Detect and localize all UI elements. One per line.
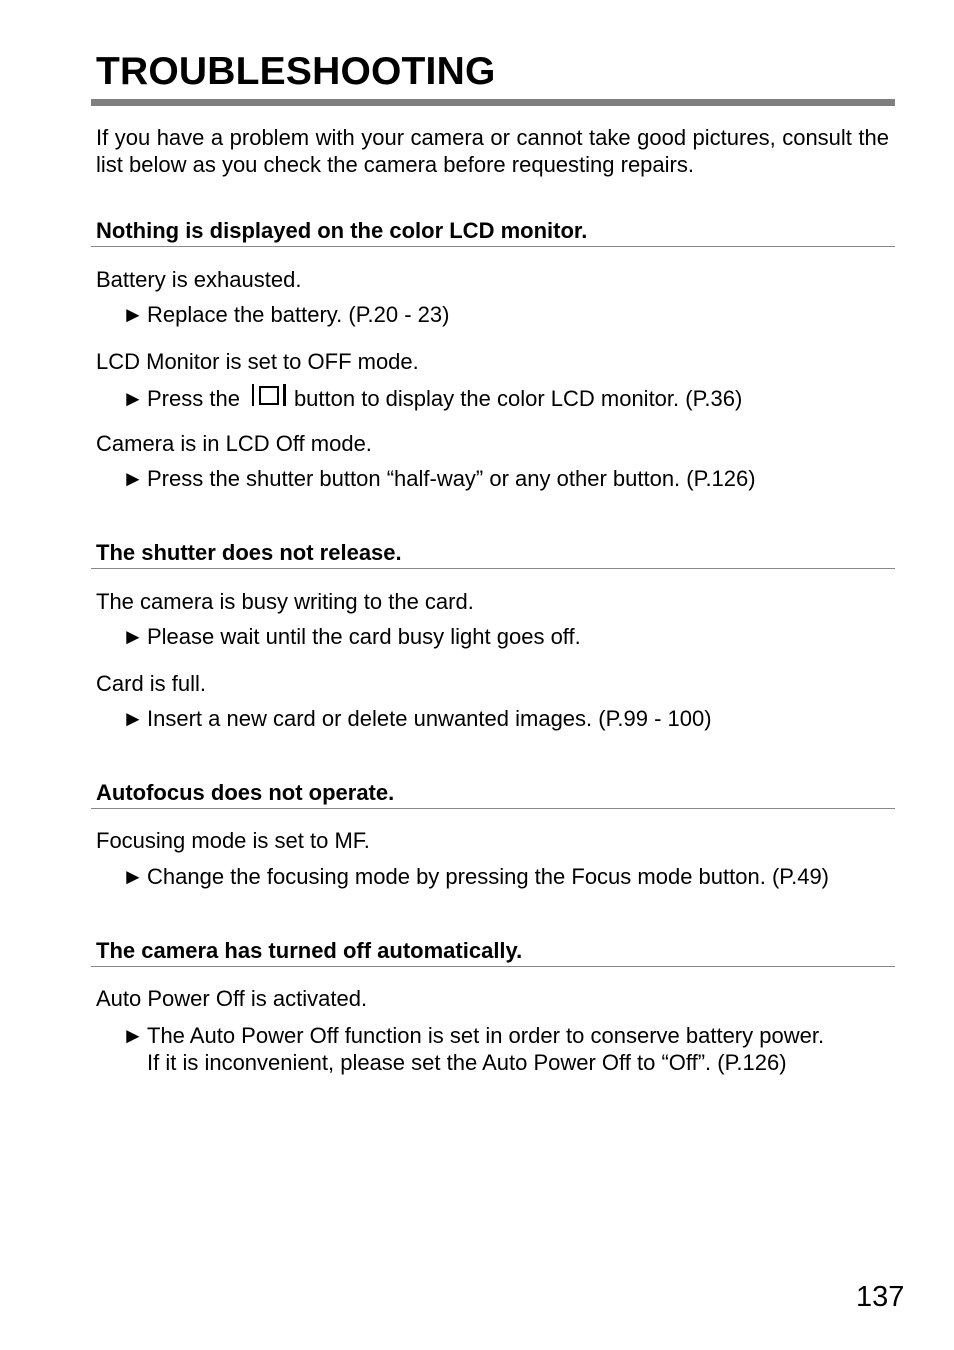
section-rule <box>91 246 895 247</box>
cause-text: LCD Monitor is set to OFF mode. <box>96 349 419 374</box>
section-heading: The shutter does not release. <box>96 540 402 565</box>
arrow-icon: ► <box>122 466 144 491</box>
cause-text: Auto Power Off is activated. <box>96 986 368 1011</box>
remedy-text: ► Change the focusing mode by pressing the Focus mode button. (P.49) <box>122 864 830 889</box>
remedy-text: ► Please wait until the card busy light goes off. <box>122 624 581 649</box>
section-heading: Nothing is displayed on the color LCD monitor. <box>96 218 588 243</box>
cause-text: The camera is busy writing to the card. <box>96 589 474 614</box>
intro-paragraph: If you have a problem with your camera or cannot take good pictures, consult the list below as you check the camera before requesting repairs. <box>96 125 889 177</box>
section-heading: Autofocus does not operate. <box>96 780 395 805</box>
title-rule <box>91 99 895 106</box>
section-rule <box>91 808 895 809</box>
remedy-text: ► Press the shutter button “half-way” or any other button. (P.126) <box>122 466 756 491</box>
cause-text: Focusing mode is set to MF. <box>96 828 370 853</box>
section-rule <box>91 568 895 569</box>
page-number: 137 <box>856 1281 905 1313</box>
arrow-icon: ► <box>122 864 144 889</box>
arrow-icon: ► <box>122 706 144 731</box>
section-heading: The camera has turned off automatically. <box>96 938 523 963</box>
arrow-icon: ► <box>122 386 144 411</box>
arrow-icon: ► <box>122 1023 144 1048</box>
cause-text: Card is full. <box>96 671 207 696</box>
arrow-icon: ► <box>122 624 144 649</box>
section-rule <box>91 966 895 967</box>
remedy-text: ► Press the button to display the color LCD monitor. (P.36) <box>122 386 743 411</box>
remedy-text: ► Insert a new card or delete unwanted images. (P.99 - 100) <box>122 706 712 731</box>
arrow-icon: ► <box>122 302 144 327</box>
lcd-display-button-icon <box>250 384 288 406</box>
page-title: TROUBLESHOOTING <box>96 50 496 93</box>
cause-text: Battery is exhausted. <box>96 267 302 292</box>
cause-text: Camera is in LCD Off mode. <box>96 431 372 456</box>
remedy-text: ► Replace the battery. (P.20 - 23) <box>122 302 450 327</box>
remedy-text: ► The Auto Power Off function is set in order to conserve battery power. If it is inconvenient, please set the Auto Power Off to “Off”. (P.126) <box>122 1023 825 1075</box>
